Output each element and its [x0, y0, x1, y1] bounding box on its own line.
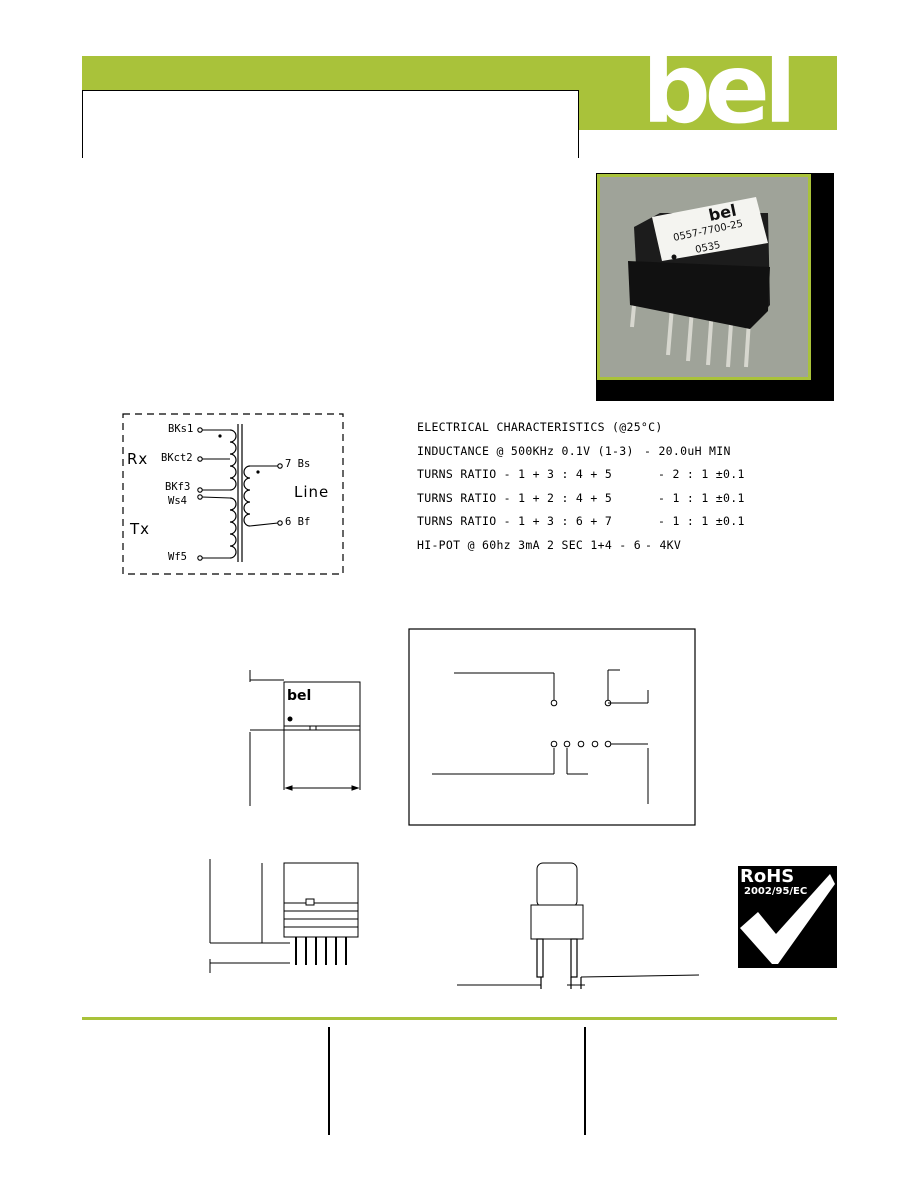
rx-label: Rx	[127, 450, 149, 468]
spec-value-2: - 2 : 1 ±0.1	[658, 467, 745, 481]
spec-value-4: - 1 : 1 ±0.1	[658, 514, 745, 528]
pin-label-3: BKf3	[165, 481, 191, 493]
rohs-directive: 2002/95/EC	[744, 886, 808, 897]
line-label: Line	[294, 483, 330, 501]
spec-param-4: TURNS RATIO - 1 + 3 : 6 + 7	[417, 514, 613, 528]
pin-label-1: BKs1	[168, 423, 194, 435]
pin-label-2: BKct2	[161, 452, 193, 464]
end-view-drawing	[455, 855, 705, 995]
tx-label: Tx	[130, 520, 151, 538]
photo-label-date: 0535	[694, 239, 722, 256]
pin-label-7: 7 Bs	[285, 458, 311, 470]
footer-divider-2	[584, 1027, 586, 1135]
pin-label-4: Ws4	[168, 495, 187, 507]
top-view-logo: bel	[287, 688, 312, 704]
pin-label-5: Wf5	[168, 551, 187, 563]
title-box	[82, 90, 579, 158]
spec-value-5: - 4KV	[645, 538, 682, 552]
product-photo-illustration	[600, 177, 808, 377]
brand-logo: bel	[642, 33, 791, 145]
footer-divider-1	[328, 1027, 330, 1135]
spec-value-1: - 20.0uH MIN	[644, 444, 731, 458]
product-photo	[597, 174, 811, 380]
rohs-title: RoHS	[740, 866, 795, 887]
spec-param-2: TURNS RATIO - 1 + 3 : 4 + 5	[417, 467, 613, 481]
pin-label-6: 6 Bf	[285, 516, 311, 528]
photo-label-logo: bel	[706, 200, 739, 225]
spec-param-5: HI-POT @ 60hz 3mA 2 SEC 1+4 - 6	[417, 538, 641, 552]
side-view-drawing	[200, 855, 370, 985]
spec-value-3: - 1 : 1 ±0.1	[658, 491, 745, 505]
pcb-layout	[408, 628, 698, 828]
spec-param-3: TURNS RATIO - 1 + 2 : 4 + 5	[417, 491, 613, 505]
electrical-title: ELECTRICAL CHARACTERISTICS (@25°C)	[417, 420, 663, 434]
top-view-drawing	[240, 660, 370, 810]
spec-param-1: INDUCTANCE @ 500KHz 0.1V (1-3)	[417, 444, 634, 458]
photo-label-part: 0557-7700-25	[672, 218, 744, 244]
footer-rule	[82, 1017, 837, 1020]
